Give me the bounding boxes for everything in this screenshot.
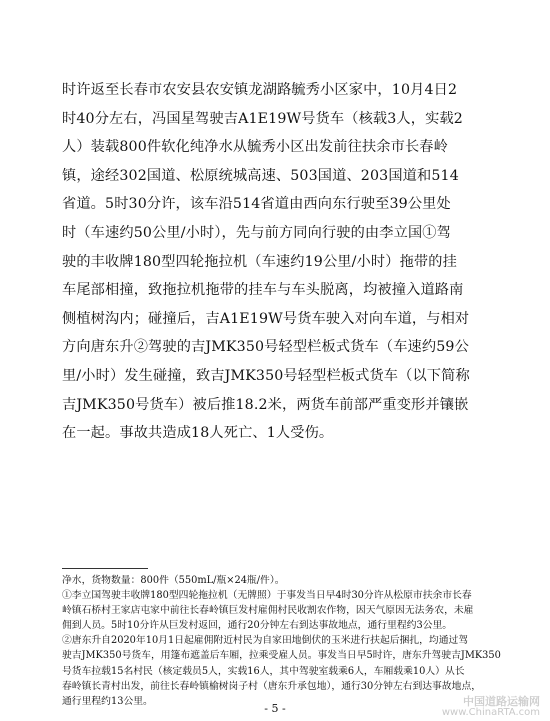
footnote-line: ①李立国驾驶丰收牌180型四轮拖拉机（无牌照）于事发当日早4时30分许从松原市扶余市长春 (62, 590, 472, 602)
footnote-line: 春岭镇长青村出发，前往长春岭镇榆树岗子村（唐东升承包地），通行30分钟左右到达事故地点， (62, 680, 482, 692)
footnote-line: 净水，货物数量：800件（550mL/瓶×24瓶/件）。 (62, 575, 285, 586)
watermark-logo (442, 696, 540, 718)
body-line: 吉JMK350号货车）被后推18.2米，两货车前部严重变形并镶嵌 (62, 396, 469, 413)
body-line: 侧植树沟内；碰撞后，吉A1E19W号货车驶入对向车道，与相对 (62, 310, 470, 327)
body-line: 人）装载800件软化纯净水从毓秀小区出发前往扶余市长春岭 (62, 139, 448, 156)
body-line: 里/小时）发生碰撞，致吉JMK350号轻型栏板式货车（以下简称 (62, 367, 470, 384)
footnote-line: ②唐东升自2020年10月1日起雇佣附近村民为自家田地倒伏的玉米进行扶起后捆扎，均通过驾 (62, 635, 469, 647)
footnote-divider (62, 568, 148, 569)
body-paragraph (62, 76, 490, 448)
body-line: 时许返至长春市农安县农安镇龙湖路毓秀小区家中，10月4日2 (62, 82, 458, 98)
footnote-line: 佣到人员。5时10分许从巨发村返回，通行20分钟左右到达事故地点，通行里程约3公里。 (62, 620, 453, 632)
footnote-line: 岭镇石桥村王家店屯家中前往长春岭镇巨发村雇佣村民收割农作物，因天气原因无法务农，未雇 (62, 605, 474, 617)
watermark-text: 中国道路运输网 (463, 695, 540, 708)
body-line: 镇，途经302国道、松原统城高速、503国道、203国道和514 (62, 167, 459, 184)
body-line: 驶的丰收牌180型四轮拖拉机（车速约19公里/小时）拖带的挂 (62, 253, 457, 270)
footnote-line: 驶吉JMK350号货车，用篷布遮盖后车厢，拉乘受雇人员。事发当日早5时许，唐东升驾驶吉JMK350 (62, 650, 501, 662)
page-number: - 5 - (264, 702, 286, 715)
body-line: 在一起。事故共造成18人死亡、1人受伤。 (62, 425, 334, 442)
watermark-url: www.ChinaRTA.com (441, 707, 540, 718)
footnote-line: 通行里程约13公里。 (62, 695, 153, 707)
body-line: 方向唐东升②驾驶的吉JMK350号轻型栏板式货车（车速约59公 (62, 339, 469, 356)
body-line: 车尾部相撞，致拖拉机拖带的挂车与车头脱离，均被撞入道路南 (62, 282, 464, 299)
footnote-line: 号货车拉载15名村民（核定载员5人，实载16人，其中驾驶室载乘6人，车厢载乘10人）从长 (62, 665, 465, 677)
body-line: 时（车速约50公里/小时），先与前方同向行驶的由李立国①驾 (62, 224, 451, 241)
body-line: 时40分左右，冯国星驾驶吉A1E19W号货车（核载3人，实载2 (62, 110, 463, 127)
footnotes (62, 573, 501, 709)
body-line: 省道。5时30分许，该车沿514省道由西向东行驶至39公里处 (62, 196, 451, 213)
